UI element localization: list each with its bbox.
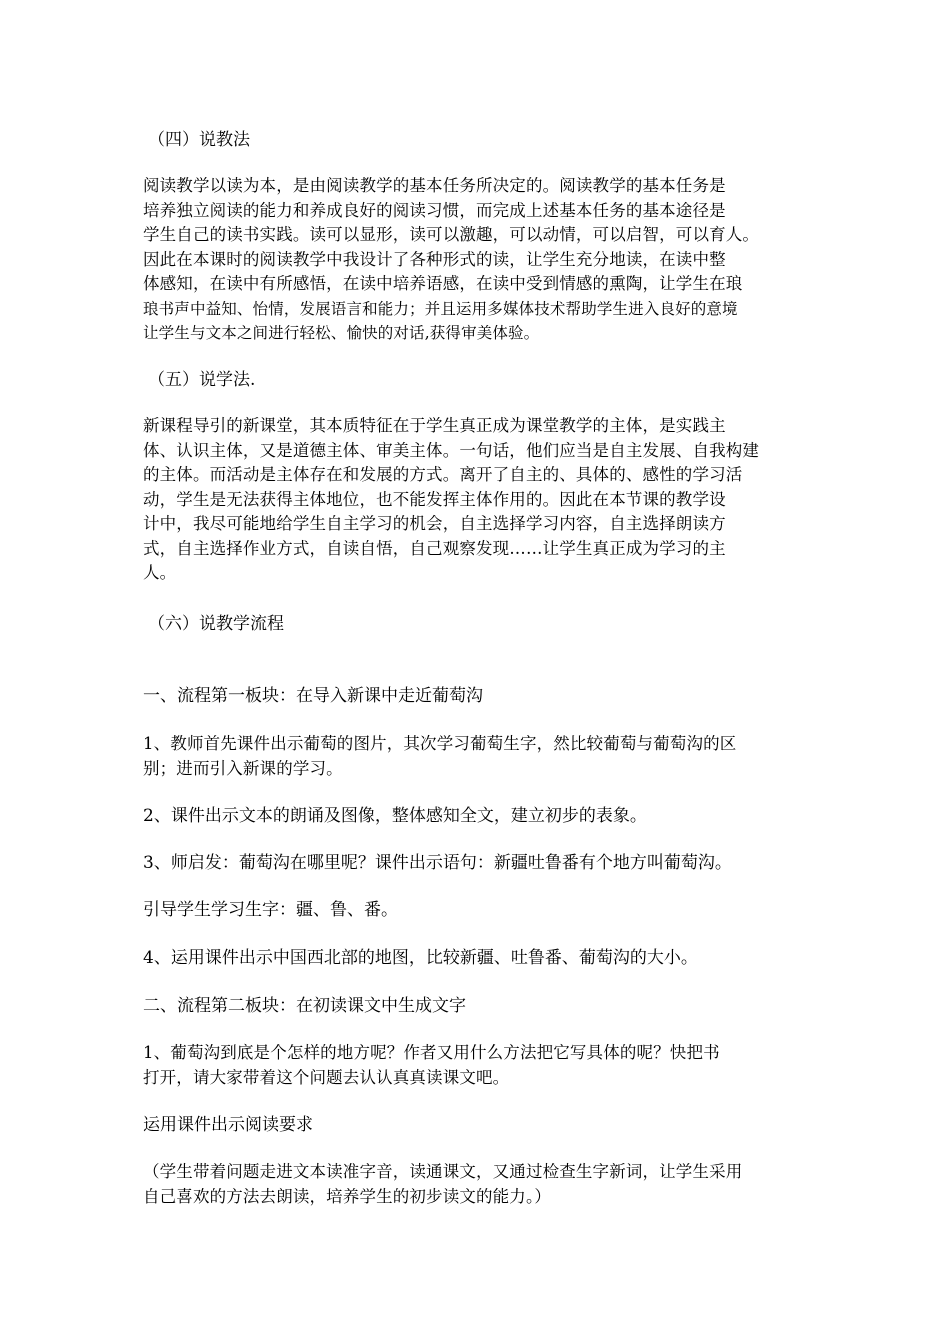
text-line: 的主体。而活动是主体存在和发展的方式。离开了自主的、具体的、感性的学习活 [143,465,743,484]
heading-learning-method: （五）说学法. [148,370,256,390]
text-line: 1、葡萄沟到底是个怎样的地方呢？作者又用什么方法把它写具体的呢？快把书 [143,1043,720,1062]
heading-block-1: 一、流程第一板块：在导入新课中走近葡萄沟 [143,686,483,706]
text-line: 别；进而引入新课的学习。 [143,758,343,778]
block2-item-1-paren [143,1160,818,1209]
block2-item-1 [143,1041,818,1090]
text-line: 阅读教学以读为本，是由阅读教学的基本任务所决定的。阅读教学的基本任务是 [143,176,726,195]
block2-item-1-note: 运用课件出示阅读要求 [143,1115,313,1135]
text-line: 人。 [143,563,177,582]
text-line: 体、认识主体，又是道德主体、审美主体。一句话，他们应当是自主发展、自我构建 [143,440,760,460]
block1-item-4: 4、运用课件出示中国西北部的地图，比较新疆、吐鲁番、葡萄沟的大小。 [143,948,698,968]
text-line: 体感知，在读中有所感悟，在读中培养语感，在读中受到情感的熏陶，让学生在琅 [143,274,743,293]
text-line: 因此在本课时的阅读教学中我设计了各种形式的读，让学生充分地读，在读中整 [143,249,726,269]
text-line: 计中，我尽可能地给学生自主学习的机会，自主选择学习内容，自主选择朗读方 [143,514,726,533]
text-line: 1、教师首先课件出示葡萄的图片，其次学习葡萄生字，然比较葡萄与葡萄沟的区 [143,734,737,753]
block1-item-3-note: 引导学生学习生字：疆、鲁、番。 [143,900,398,920]
text-line: 培养独立阅读的能力和养成良好的阅读习惯，而完成上述基本任务的基本途径是 [143,200,726,220]
text-line: 新课程导引的新课堂，其本质特征在于学生真正成为课堂教学的主体，是实践主 [143,416,726,435]
text-line: 自己喜欢的方法去朗读，培养学生的初步读文的能力。） [143,1186,551,1206]
block1-item-3: 3、师启发：葡萄沟在哪里呢？课件出示语句：新疆吐鲁番有个地方叫葡萄沟。 [143,853,732,873]
text-line: 式，自主选择作业方式，自读自悟，自己观察发现……让学生真正成为学习的主 [143,538,726,558]
text-line: 动，学生是无法获得主体地位，也不能发挥主体作用的。因此在本节课的教学设 [143,489,726,509]
paragraph-learning-method [143,414,818,586]
heading-block-2: 二、流程第二板块：在初读课文中生成文字 [143,996,466,1016]
heading-teaching-method: （四）说教法 [148,130,250,150]
block1-item-1 [143,732,818,781]
heading-teaching-process: （六）说教学流程 [148,614,284,634]
text-line: （学生带着问题走进文本读准字音，读通课文，又通过检查生字新词，让学生采用 [143,1162,743,1181]
text-line: 学生自己的读书实践。读可以显形，读可以激趣，可以动情，可以启智，可以育人。 [143,225,760,244]
text-line: 琅书声中益知、怡情，发展语言和能力；并且运用多媒体技术帮助学生进入良好的意境 [143,299,738,318]
text-line: 打开，请大家带着这个问题去认认真真读课文吧。 [143,1067,510,1087]
block1-item-2: 2、课件出示文本的朗诵及图像，整体感知全文，建立初步的表象。 [143,806,647,826]
paragraph-teaching-method [143,174,818,346]
text-line: 让学生与文本之间进行轻松、愉快的对话,获得审美体验。 [143,324,540,342]
